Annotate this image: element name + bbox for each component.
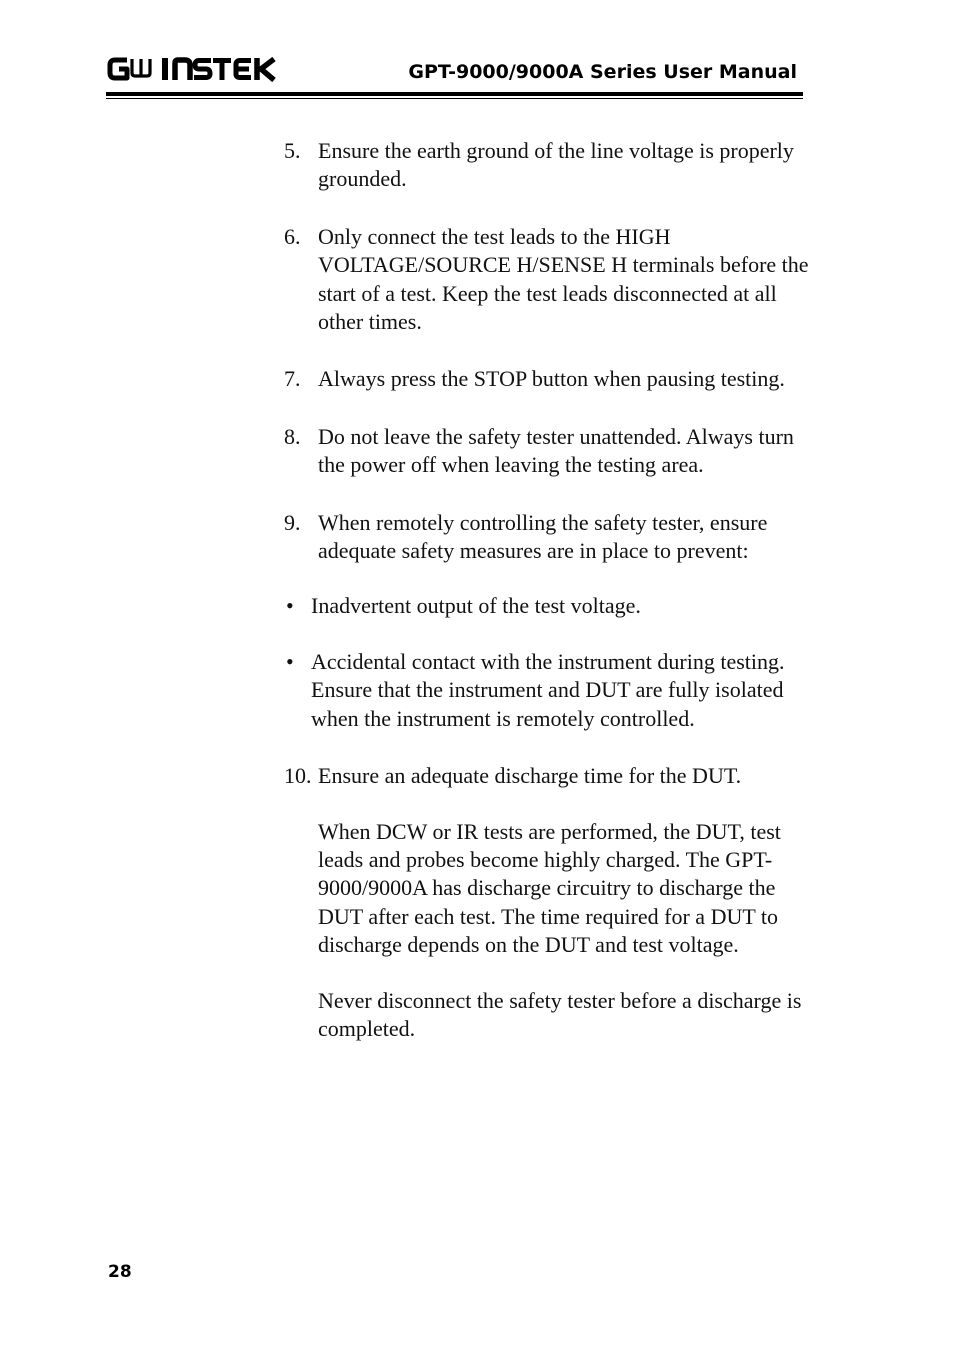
list-item-8: [284, 423, 809, 480]
gw-instek-logo: [107, 54, 277, 84]
list-number: 9.: [284, 509, 301, 535]
list-text: Ensure an adequate discharge time for the DUT.: [318, 763, 742, 789]
manual-title: GPT-9000/9000A Series User Manual: [408, 61, 797, 83]
bullet-text: Inadvertent output of the test voltage.: [311, 593, 641, 619]
list-number: 7.: [284, 366, 301, 392]
list-number: 6.: [284, 223, 301, 249]
bullet-text: Accidental contact with the instrument during testing. Ensure that the instrument and DUT are fully isolated when the instrument is remotely controlled.: [311, 648, 785, 731]
list-number: 10.: [284, 763, 312, 789]
list-text: Always press the STOP button when pausing testing.: [318, 366, 785, 392]
list-item-10: [284, 762, 809, 790]
bullet-icon: •: [286, 648, 294, 674]
bullet-icon: •: [286, 593, 294, 619]
list-text: When remotely controlling the safety tester, ensure adequate safety measures are in place to prevent:: [318, 509, 768, 564]
bullet-item: [284, 592, 809, 620]
header-rule-thin: [106, 98, 803, 99]
warning-paragraph: Never disconnect the safety tester before a discharge is completed.: [318, 987, 802, 1041]
page-number: 28: [108, 1262, 132, 1282]
list-text: Only connect the test leads to the HIGH VOLTAGE/SOURCE H/SENSE H terminals before the start of a test. Keep the test leads disconnected at all other times.: [318, 223, 809, 335]
page-content: [284, 137, 809, 1043]
list-text: Ensure the earth ground of the line voltage is properly grounded.: [318, 138, 794, 192]
list-item-6: [284, 223, 809, 337]
header-rule-thick: [106, 92, 803, 96]
list-number: 5.: [284, 138, 301, 163]
list-text: Do not leave the safety tester unattended. Always turn the power off when leaving the testing area.: [318, 423, 794, 478]
list-number: 8.: [284, 423, 301, 449]
bullet-item: [284, 648, 809, 733]
list-item-5: [284, 137, 809, 194]
discharge-paragraph: When DCW or IR tests are performed, the DUT, test leads and probes become highly charged. The GPT-9000/9000A has discharge circuitry to discharge the DUT after each test. The time required for a DUT to discharge depends on the DUT and test voltage.: [318, 818, 781, 958]
list-item-9: [284, 509, 809, 566]
gw-instek-logo-icon: [107, 54, 277, 84]
list-item-7: [284, 365, 809, 393]
